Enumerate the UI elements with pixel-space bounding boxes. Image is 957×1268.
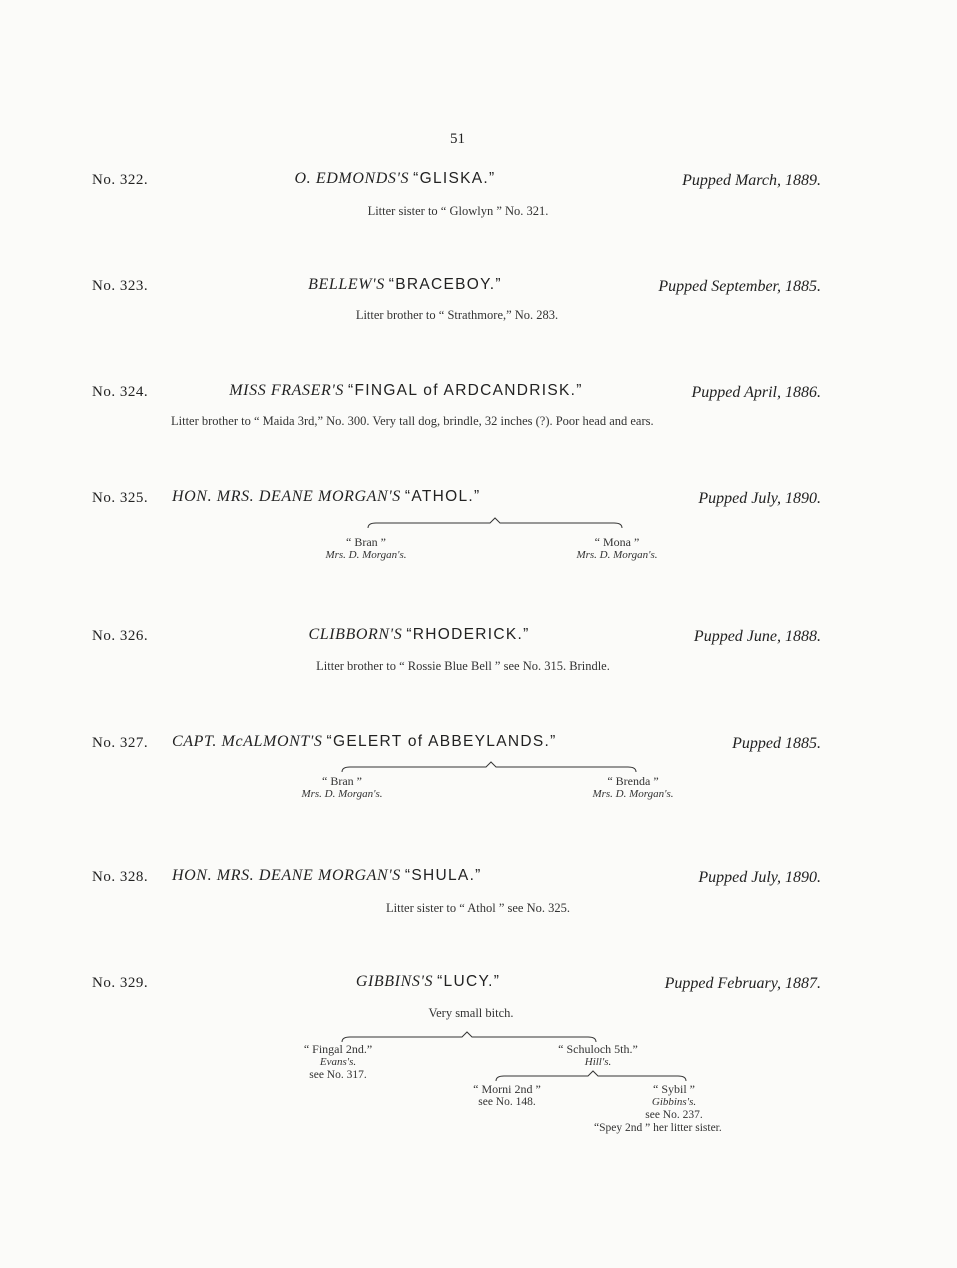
grand-dam-owner: Gibbins's.: [651, 1096, 697, 1108]
sire-owner: Mrs. D. Morgan's.: [301, 788, 383, 800]
dam: [558, 1043, 638, 1069]
sire: [325, 536, 406, 562]
sire: [301, 775, 382, 801]
entry-note: Litter sister to “ Glowlyn ” No. 321.: [367, 204, 549, 218]
pedigree-bracket: [368, 518, 628, 536]
pupped-date: Pupped March, 1889.: [682, 172, 821, 189]
entry-note: Litter brother to “ Strathmore,” No. 283.: [355, 308, 559, 322]
entry-number: No. 326.: [92, 628, 149, 644]
pupped-date: Pupped February, 1887.: [664, 975, 821, 992]
dog-name: “ATHOL.”: [404, 488, 481, 505]
entry-title: [172, 867, 482, 885]
dog-name: “BRACEBOY.”: [388, 276, 502, 293]
entry-note: Litter brother to “ Rossie Blue Bell ” see No. 315. Brindle.: [316, 659, 610, 673]
entry-number: No. 324.: [92, 384, 149, 400]
entry-note: Litter sister to “ Athol ” see No. 325.: [386, 901, 570, 915]
dog-name: “FINGAL of ARDCANDRISK.”: [348, 382, 583, 399]
owner-name: HON. MRS. DEANE MORGAN'S: [172, 488, 401, 505]
dog-name: “LUCY.”: [437, 973, 501, 990]
entry-title: [295, 170, 496, 188]
dam-owner: Hill's.: [584, 1056, 612, 1068]
dog-name: “RHODERICK.”: [406, 626, 530, 643]
entry-number: No. 328.: [92, 869, 149, 885]
sire-reference: see No. 317.: [309, 1069, 367, 1081]
grand-dam-reference: see No. 237.: [645, 1109, 703, 1121]
entry-number: No. 325.: [92, 490, 149, 506]
entry-note: Very small bitch.: [428, 1006, 514, 1020]
dam-name: “ Brenda ”: [607, 774, 659, 788]
pupped-date: Pupped June, 1888.: [693, 628, 821, 645]
grand-sire-name: “ Morni 2nd ”: [473, 1082, 541, 1096]
dam: [592, 775, 673, 801]
sire-name: “ Fingal 2nd.”: [303, 1042, 373, 1056]
grand-dam-note: “Spey 2nd ” her litter sister.: [594, 1122, 722, 1134]
dam-owner: Mrs. D. Morgan's.: [576, 549, 658, 561]
grand-dam-name: “ Sybil ”: [653, 1082, 695, 1096]
entry-note: Litter brother to “ Maida 3rd,” No. 300. Very tall dog, brindle, 32 inches (?). Poor head and ears.: [171, 414, 654, 428]
entry-title: [308, 626, 529, 644]
owner-name: GIBBINS'S: [355, 973, 434, 990]
owner-name: O. EDMONDS'S: [294, 170, 410, 187]
sire-name: “ Bran ”: [322, 774, 362, 788]
entry-title: [308, 276, 502, 294]
entry-title: [229, 382, 583, 400]
entry-title: [356, 973, 500, 991]
grand-sire-reference: see No. 148.: [478, 1096, 536, 1108]
pupped-date: Pupped 1885.: [732, 735, 821, 752]
dam-name: “ Mona ”: [594, 535, 640, 549]
dam: [576, 536, 657, 562]
sire-owner: Mrs. D. Morgan's.: [325, 549, 407, 561]
owner-name: CAPT. McALMONT'S: [172, 733, 323, 750]
owner-name: HON. MRS. DEANE MORGAN'S: [172, 867, 401, 884]
entry-number: No. 329.: [92, 975, 149, 991]
entry-number: No. 327.: [92, 735, 149, 751]
dog-name: “SHULA.”: [404, 867, 482, 884]
grand-sire: [473, 1083, 541, 1109]
sire-name: “ Bran ”: [346, 535, 386, 549]
pupped-date: Pupped September, 1885.: [658, 278, 821, 295]
dam-owner: Mrs. D. Morgan's.: [592, 788, 674, 800]
grand-dam: [645, 1083, 703, 1122]
sire-owner: Evans's.: [319, 1056, 357, 1068]
entry-title: [172, 733, 557, 751]
owner-name: BELLEW'S: [308, 276, 385, 293]
owner-name: MISS FRASER'S: [229, 382, 344, 399]
pupped-date: Pupped July, 1890.: [698, 490, 821, 507]
entry-number: No. 323.: [92, 278, 149, 294]
page-number: 51: [450, 131, 465, 147]
entry-title: [172, 488, 480, 506]
owner-name: CLIBBORN'S: [308, 626, 403, 643]
entry-number: No. 322.: [92, 172, 149, 188]
dog-name: “GELERT of ABBEYLANDS.”: [326, 733, 557, 750]
sire: [304, 1043, 372, 1082]
pupped-date: Pupped April, 1886.: [691, 384, 821, 401]
dam-name: “ Schuloch 5th.”: [558, 1042, 638, 1056]
pupped-date: Pupped July, 1890.: [698, 869, 821, 886]
dog-name: “GLISKA.”: [413, 170, 496, 187]
